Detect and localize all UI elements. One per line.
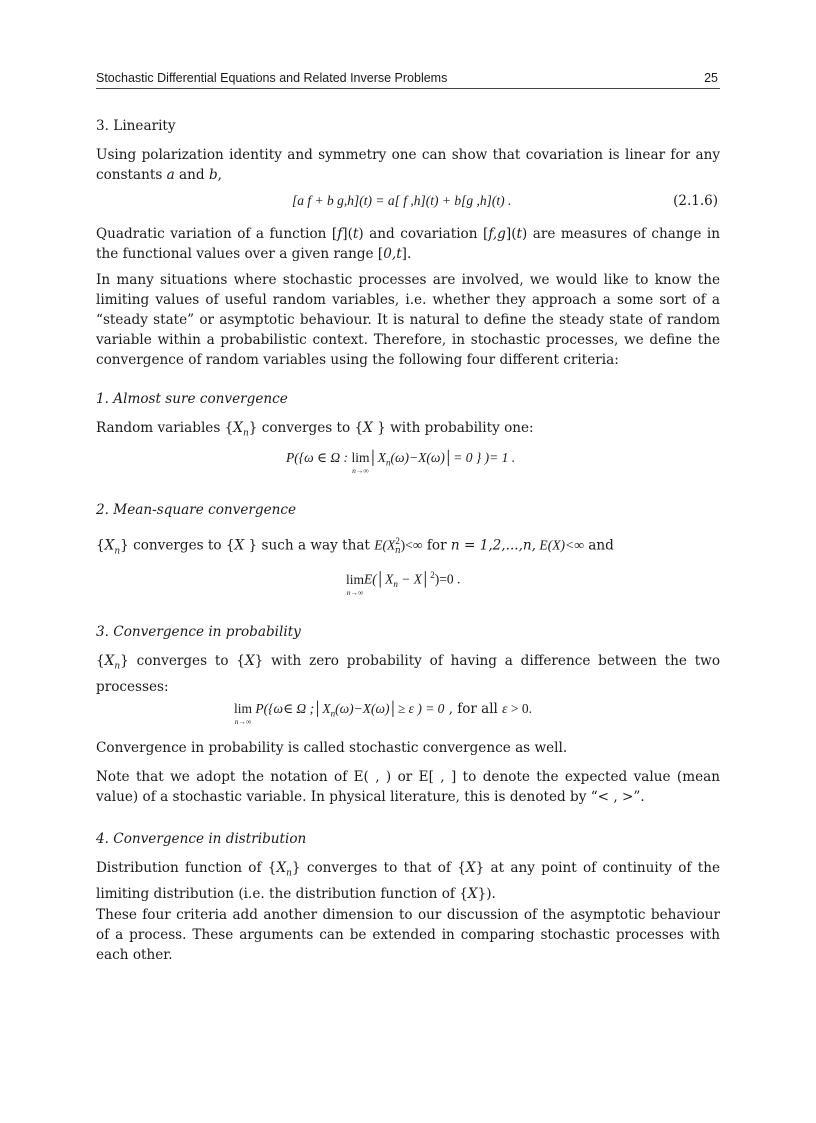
page-number: 25 — [704, 71, 718, 85]
criterion-text-distribution: Distribution function of $\{X_n\}$ converges to that of {X} at any point of continuity of the limiting distribution (i.e. the distribution function of {X}). — [96, 860, 721, 902]
paragraph-linearity: Using polarization identity and symmetry one can show that covariation is linear for any constants a and b, — [96, 147, 720, 183]
criterion-text-almost-sure: Random variables $\{X_n\}$ converges to {X } with probability one: — [96, 420, 534, 439]
running-title: Stochastic Differential Equations and Related Inverse Problems — [96, 71, 448, 85]
paragraph-notation: Note that we adopt the notation of E( , ) or E[ , ] to denote the expected value (mean value) of a stochastic variable. In physical literature, this is denoted by “< , >”. — [96, 769, 720, 805]
paragraph-quadratic-variation: Quadratic variation of a function [f](t) and covariation [f,g](t) are measures of change in the functional values over a given range [0,t]. — [96, 226, 720, 262]
criterion-heading-probability: 3. Convergence in probability — [96, 624, 301, 640]
equation-probability: lim n→∞ P({ω∈ Ω $;│X_n(\omega)-X(\omega)│\ge \varepsilon$ ) = 0 , for all ε > 0. — [234, 701, 532, 726]
criterion-heading-almost-sure: 1. Almost sure convergence — [96, 391, 288, 407]
criterion-text-mean-square: $\{X_n\}$ converges to {X } such a way that $E(X^2_n)<\infty$ for n = 1,2,...,n, E(X)<∞ and — [96, 536, 614, 557]
section-heading-linearity: 3. Linearity — [96, 118, 176, 134]
paragraph-steady-state: In many situations where stochastic processes are involved, we would like to know the limiting values of useful random variables, i.e. whether they approach a some sort of a “steady state” or asymptotic behaviour. It is natural to define the steady state of random variable within a probabilistic context. Therefore, in stochastic processes, we define the convergence of random variables using the following four different criteria: — [96, 272, 720, 368]
equation-2-1-6 — [96, 193, 720, 215]
paragraph-stochastic-convergence: Convergence in probability is called stochastic convergence as well. — [96, 740, 568, 756]
equation-formula: [a f + b g,h](t) = a[ f ,h](t) + b[g ,h](t) . — [292, 193, 512, 208]
criterion-text-probability: $\{X_n\}$ converges to {X} with zero probability of having a difference between the two processes: — [96, 653, 721, 695]
equation-number: (2.1.6) — [673, 193, 718, 209]
criterion-heading-mean-square: 2. Mean-square convergence — [96, 502, 297, 518]
paragraph-conclusion: These four criteria add another dimension to our discussion of the asymptotic behaviour of a process. These arguments can be extended in comparing stochastic processes with each other. — [96, 907, 720, 963]
criterion-heading-distribution: 4. Convergence in distribution — [96, 831, 307, 847]
equation-mean-square: lim n→∞ $E(│X_n$ − X│$^2$)=0 . — [346, 570, 461, 597]
equation-almost-sure: P({ω ∈ Ω : lim n→∞ $│X_n(\omega)-X(\omega)│= 0$ } )= 1 . — [286, 450, 516, 475]
running-header — [96, 71, 720, 89]
